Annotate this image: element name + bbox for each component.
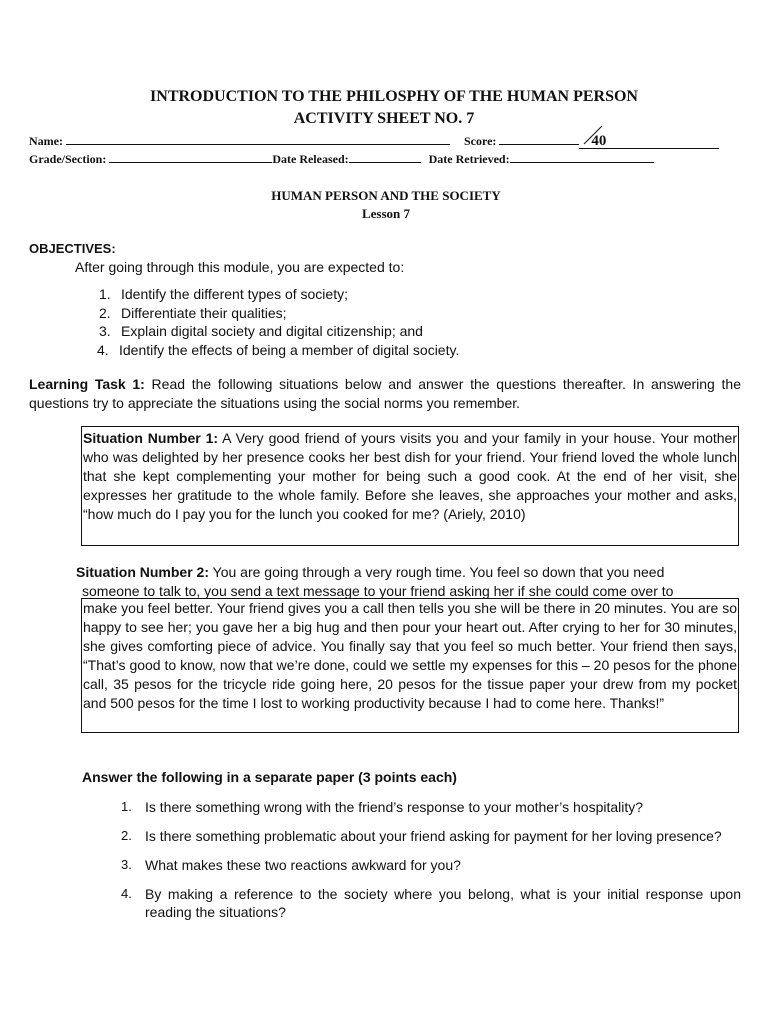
question-item: 4. By making a reference to the society where you belong, what is your initial response upon reading the situations? [121, 886, 741, 920]
learning-task-paragraph [29, 375, 741, 413]
sheet-title: INTRODUCTION TO THE PHILOSPHY OF THE HUMAN PERSON [150, 88, 638, 105]
situation-2-label: Situation Number 2: [76, 564, 210, 580]
objectives-list [99, 285, 459, 359]
date-released-label: Date Released: [272, 152, 349, 166]
learning-task-label: Learning Task 1: [29, 376, 145, 392]
learning-task-text: Read the following situations below and answer the questions thereafter. In answering the questions try to appreciate the situations using the social norms you remember. [29, 376, 741, 411]
situation-2-first-line: Situation Number 2: You are going through a very rough time. You feel so down that you need [76, 564, 665, 580]
situation-2-box [81, 598, 739, 733]
name-label: Name: [29, 134, 63, 148]
question-item: 2. Is there something problematic about your friend asking for payment for her loving presence? [121, 828, 722, 844]
objective-item: 3. Explain digital society and digital citizenship; and [99, 323, 423, 339]
objectives-intro: After going through this module, you are expected to: [75, 259, 405, 275]
situation-2-boxed-text: make you feel better. Your friend gives you a call then tells you she will be there in 20 minutes. You are so happy to see her; you gave her a big hug and then pour your heart out. After crying to her for 30 minutes, she gives comforting piece of advice. You finally say that you feel so much better. Your friend then says, “That’s good to know, now that we’re done, could we settle my expenses for this – 20 pesos for the phone call, 35 pesos for the tricycle ride going here, 20 pesos for the tissue paper your drew from my pocket and 500 pesos for the time I lost to working productivity because I had to come here. Thanks!” [83, 600, 737, 711]
situation-1-label: Situation Number 1: [83, 430, 219, 446]
activity-sheet-number: ACTIVITY SHEET NO. 7 [293, 110, 475, 127]
date-released-blank [349, 152, 421, 163]
objective-item: 4. Identify the effects of being a member of digital society. [97, 341, 460, 358]
question-item: 1. Is there something wrong with the friend’s response to your mother’s hospitality? [121, 799, 644, 815]
date-retrieved-label: Date Retrieved: [428, 152, 510, 166]
question-item: 3. What makes these two reactions awkward for you? [121, 857, 461, 873]
situation-2-second-line: someone to talk to, you send a text message to your friend asking her if she could come over to [82, 583, 674, 599]
situation-1-box [81, 426, 739, 546]
grade-section-label: Grade/Section: [29, 152, 107, 166]
score-label: Score: [463, 134, 497, 148]
lesson-topic: HUMAN PERSON AND THE SOCIETY [271, 188, 501, 203]
objectives-heading: OBJECTIVES: [29, 241, 116, 256]
situation-1-text: A Very good friend of yours visits you and your family in your house. Your mother who was delighted by her presence cooks her best dish for your friend. Your friend loved the whole lunch that she kept complementing your mother for being such a good cook. At the end of her visit, she expresses her gratitude to the whole family. Before she leaves, she approaches your mother and asks, “how much do I pay you for the lunch you cooked for me? (Ariely, 2010) [83, 430, 737, 522]
score-value: 40 [591, 133, 607, 149]
score-slash-mark [582, 124, 604, 146]
name-blank [66, 134, 450, 145]
objective-item: 2. Differentiate their qualities; [99, 304, 287, 321]
objective-item: 1. Identify the different types of society; [99, 286, 348, 302]
questions-list [121, 798, 741, 932]
date-retrieved-blank [510, 152, 654, 163]
grade-dates-row [29, 152, 749, 167]
lesson-number: Lesson 7 [361, 206, 411, 221]
score-blank [499, 134, 579, 145]
name-score-row [29, 134, 749, 149]
answer-heading: Answer the following in a separate paper (3 points each) [82, 769, 457, 785]
grade-section-blank [109, 152, 272, 163]
